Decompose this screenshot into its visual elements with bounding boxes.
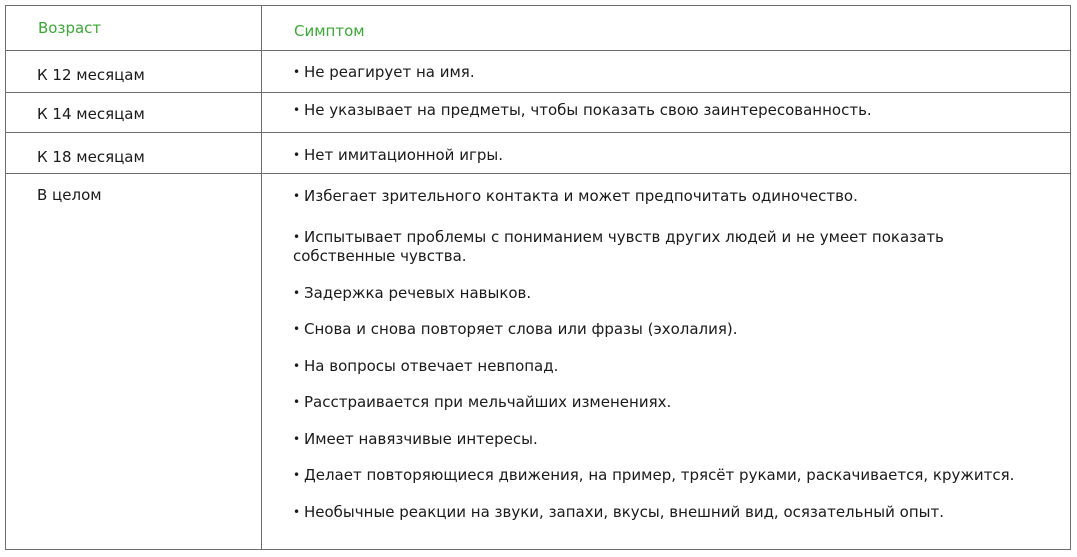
symptom-item: • Нет имитационной игры. [293,146,503,164]
symptom-table [5,5,1071,550]
symptom-item: • Делает повторяющиеся движения, на пример, трясёт руками, раскачивается, кружится. [293,466,1015,484]
symptom-item: • Имеет навязчивые интересы. [293,430,538,448]
row-divider [6,92,1070,93]
row-divider [6,50,1070,51]
symptom-item: • Снова и снова повторяет слова или фразы (эхолалия). [293,320,738,338]
symptom-item: • Задержка речевых навыков. [293,284,532,302]
row-age-general: В целом [37,186,102,204]
symptom-item-continuation: собственные чувства. [293,247,467,265]
header-symptom: Симптом [294,22,365,40]
symptom-item: • Необычные реакции на звуки, запахи, вкусы, внешний вид, осязательный опыт. [293,503,944,521]
symptom-item: • Избегает зрительного контакта и может предпочитать одиночество. [293,187,858,205]
symptom-item: • Расстраивается при мельчайших изменениях. [293,393,672,411]
column-divider [261,6,262,549]
row-age-14: К 14 месяцам [37,105,145,123]
row-divider [6,132,1070,133]
symptom-item: • Не реагирует на имя. [293,63,475,81]
header-age: Возраст [38,19,102,37]
row-age-18: К 18 месяцам [37,148,145,166]
row-divider [6,173,1070,174]
symptom-item: • Испытывает проблемы с пониманием чувств других людей и не умеет показать [293,228,944,246]
symptom-item: • Не указывает на предметы, чтобы показать свою заинтересованность. [293,101,872,119]
row-age-12: К 12 месяцам [37,66,145,84]
symptom-item: • На вопросы отвечает невпопад. [293,357,559,375]
